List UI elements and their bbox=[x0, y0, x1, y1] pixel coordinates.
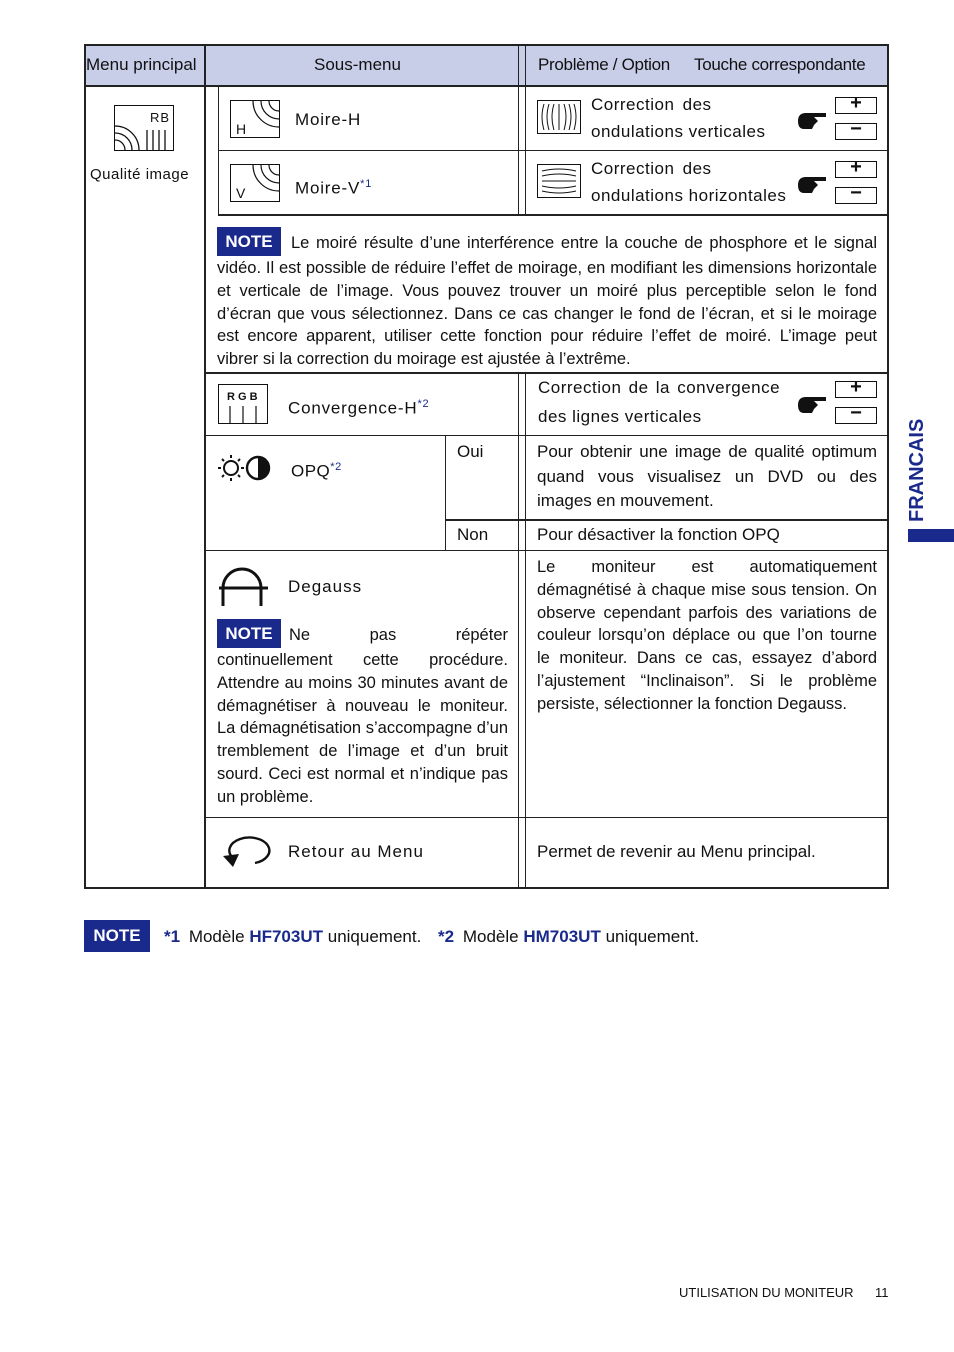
footer-section: UTILISATION DU MONITEUR bbox=[679, 1285, 854, 1300]
header-touche: Touche correspondante bbox=[694, 55, 866, 74]
moire-h-icon-letter: H bbox=[236, 121, 247, 137]
pointing-hand-icon bbox=[796, 393, 828, 415]
footnote-text-1a: Modèle bbox=[188, 927, 245, 946]
vertical-waves-graphic bbox=[538, 101, 580, 133]
footnote-model-1: HF703UT bbox=[249, 927, 323, 946]
minus-key-label: − bbox=[850, 118, 862, 140]
retour-desc: Permet de revenir au Menu principal. bbox=[537, 842, 816, 861]
language-side-label: FRANCAIS bbox=[906, 418, 928, 522]
minus-key bbox=[835, 182, 877, 204]
note-badge: NOTE bbox=[217, 227, 281, 256]
moire-h-desc-line2: ondulations verticales bbox=[591, 122, 766, 141]
opq-non: Non bbox=[457, 525, 489, 544]
plus-key bbox=[835, 92, 877, 114]
pointing-hand-icon bbox=[796, 173, 828, 195]
brightness-contrast-icon bbox=[218, 454, 270, 484]
footnote-text-2a: Modèle bbox=[462, 927, 519, 946]
pointing-hand-icon bbox=[796, 109, 828, 131]
header-menu-principal: Menu principal bbox=[86, 55, 197, 74]
return-arrow-icon bbox=[219, 834, 271, 870]
horizontal-waves-icon bbox=[537, 164, 581, 198]
moire-note-text: Le moiré résulte d’une interférence entre la couche de phosphore et le signal vidéo. Il est possible de réduire l’effet de moirage, en modifiant les dimensions horizontale et verticale de l’image. Vous pouvez trouver un moiré plus perceptible selon le fond d’écran que vous sélectionnez. Dans ce cas changer le fond de l’écran, et si le moirage est encore apparent, utiliser cette fonction pour réduire l’effet de moiré. L’image peut vibrer si la correction du moirage est ajustée à l’extrême. bbox=[217, 234, 877, 369]
degauss-label: Degauss bbox=[288, 577, 363, 596]
moire-v-icon bbox=[230, 164, 280, 202]
plus-key bbox=[835, 376, 877, 398]
rgb-convergence-icon bbox=[218, 384, 268, 424]
degauss-desc: Le moniteur est automatiquement démagnétisé à chaque mise sous tension. On observe cependant parfois des variations de couleur lorsqu’on déplace ou que l’on tourne le moniteur. Dans ce cas, essayez d’abord l’ajustement “Inclinaison”. Si le problème persiste, sélectionner la fonction Degauss. bbox=[537, 558, 877, 713]
footnote-ref-1: *1 bbox=[164, 927, 181, 946]
minus-key-label: − bbox=[850, 182, 862, 204]
degauss-icon bbox=[219, 566, 269, 608]
opq-non-desc: Pour désactiver la fonction OPQ bbox=[537, 525, 780, 544]
header-sous-menu: Sous-menu bbox=[314, 55, 401, 74]
convergence-footnote-ref: *2 bbox=[417, 398, 430, 410]
convergence-label-text: Convergence-H bbox=[288, 398, 418, 418]
plus-key-label: + bbox=[850, 156, 862, 178]
moire-v-footnote-ref: *1 bbox=[360, 178, 373, 190]
opq-label-text: OPQ bbox=[291, 461, 331, 481]
moire-v-desc-line2: ondulations horizontales bbox=[591, 186, 787, 205]
rgb-icon-text: R G B bbox=[227, 391, 258, 403]
moire-note bbox=[217, 228, 877, 371]
degauss-note-text: Ne pas répéter continuellement cette procédure. Attendre au moins 30 minutes avant de démagnétiser à nouveau le moniteur. La démagnétisation s’accompagne d’un tremblement de l’image et d’un bruit sourd. Ceci est normal et n’indique pas un problème. bbox=[217, 626, 508, 806]
minus-key-label: − bbox=[850, 402, 862, 424]
plus-key-label: + bbox=[850, 92, 862, 114]
moire-h-icon-graphic bbox=[231, 101, 279, 137]
moire-h-desc-line1: Correction des bbox=[591, 95, 712, 114]
convergence-desc-line1: Correction de la convergence bbox=[538, 378, 781, 397]
footnote-text-1b: uniquement. bbox=[327, 927, 422, 946]
vertical-waves-icon bbox=[537, 100, 581, 134]
main-menu-label: Qualité image bbox=[90, 166, 190, 183]
note-badge: NOTE bbox=[217, 619, 281, 648]
moire-v-label-text: Moire-V bbox=[295, 178, 361, 198]
horizontal-waves-graphic bbox=[538, 165, 580, 197]
footnote-model-2: HM703UT bbox=[523, 927, 601, 946]
moire-h-label: Moire-H bbox=[295, 110, 362, 129]
minus-key bbox=[835, 402, 877, 424]
footnote-text bbox=[164, 925, 699, 948]
plus-key bbox=[835, 156, 877, 178]
opq-oui-desc: Pour obtenir une image de qualité optimum quand vous visualisez un DVD ou des images en mouvement. bbox=[537, 442, 877, 510]
image-quality-icon-text: RB bbox=[149, 110, 170, 125]
moire-v-label bbox=[295, 173, 372, 200]
convergence-label bbox=[288, 393, 429, 420]
language-side-tab bbox=[908, 529, 954, 542]
footer-page-number: 11 bbox=[875, 1285, 889, 1300]
degauss-note bbox=[217, 620, 508, 809]
convergence-desc-line2: des lignes verticales bbox=[538, 407, 702, 426]
retour-label: Retour au Menu bbox=[288, 842, 424, 861]
header-probleme-option: Problème / Option bbox=[538, 55, 670, 74]
moire-v-icon-graphic bbox=[231, 165, 279, 201]
minus-key bbox=[835, 118, 877, 140]
image-quality-icon-graphic bbox=[115, 106, 173, 150]
moire-h-icon bbox=[230, 100, 280, 138]
moire-v-icon-letter: V bbox=[236, 185, 246, 201]
footnote-ref-2: *2 bbox=[438, 927, 455, 946]
opq-footnote-ref: *2 bbox=[330, 461, 342, 473]
moire-v-desc-line1: Correction des bbox=[591, 159, 712, 178]
footnote-note-badge: NOTE bbox=[84, 920, 150, 952]
rgb-icon-graphic bbox=[219, 385, 267, 423]
plus-key-label: + bbox=[850, 376, 862, 398]
opq-label bbox=[291, 456, 342, 483]
opq-oui: Oui bbox=[457, 442, 484, 461]
image-quality-icon bbox=[114, 105, 174, 151]
footnote-text-2b: uniquement. bbox=[605, 927, 700, 946]
